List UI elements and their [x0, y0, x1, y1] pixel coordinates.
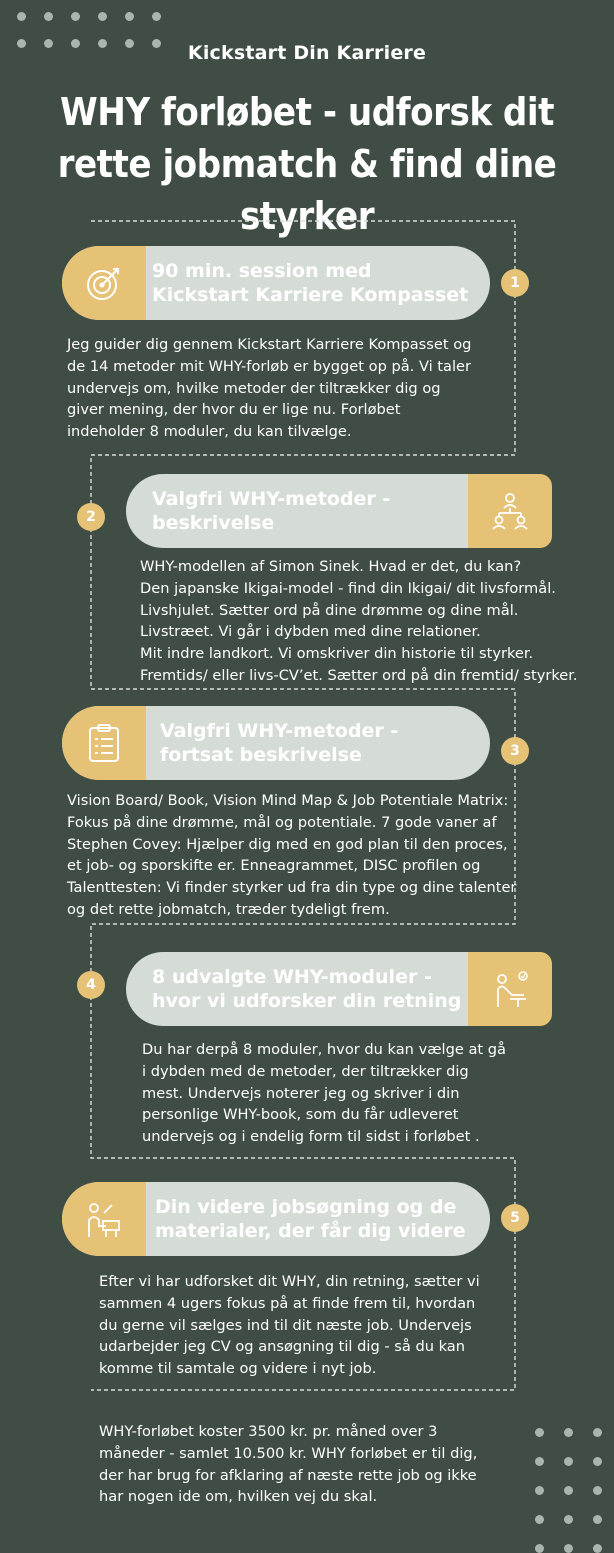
section-2-body: WHY-modellen af Simon Sinek. Hvad er det, du kan? Den japanske Ikigai-model - find din Ikigai/ dit livsformål. Livshjulet. Sætter ord på dine drømme og dine mål. Livstræet. Vi går i dybden med dine relationer. Mit indre landkort. Vi omskriver din historie til styrker. Fremtids/ eller livs-CV’et. Sætter ord på din fremtid/ styrker.: [140, 558, 578, 684]
section-2-heading: Valgfri WHY-metoder - beskrivelse: [152, 488, 391, 534]
section-2-header: [126, 474, 552, 548]
target-icon: [62, 246, 146, 320]
clipboard-icon: [62, 706, 146, 780]
section-3-heading: Valgfri WHY-metoder - fortsat beskrivelse: [160, 720, 399, 766]
section-1-header: [62, 246, 490, 320]
price-footer-text: WHY-forløbet koster 3500 kr. pr. måned over 3 måneder - samlet 10.500 kr. WHY forløbet er til dig, der har brug for afklaring af næste rette job og ikke har nogen ide om, hvilken vej du skal.: [99, 1423, 478, 1506]
section-5-body: Efter vi har udforsket dit WHY, din retning, sætter vi sammen 4 ugers fokus på at finde frem til, hvordan du gerne vil sælges ind til dit næste job. Undervejs udarbejder jeg CV og ansøgning til dig - så du kan komme til samtale og videre i nyt job.: [99, 1273, 480, 1378]
section-4-header: [126, 952, 552, 1026]
section-5-heading: Din videre jobsøgning og de materialer, der får dig videre: [155, 1196, 466, 1242]
section-1-heading: 90 min. session med Kickstart Karriere Kompasset: [152, 260, 469, 306]
section-3-header: [62, 706, 490, 780]
page-title: WHY forløbet - udforsk dit rette jobmatch & find dine styrker: [57, 90, 557, 238]
step-number-1: 1: [501, 269, 529, 297]
step-number-4: 4: [77, 971, 105, 999]
page-subtitle: Kickstart Din Karriere: [187, 42, 427, 64]
org-chart-icon: [468, 474, 552, 548]
section-4-heading: 8 udvalgte WHY-moduler - hvor vi udforsker din retning: [152, 966, 462, 1012]
step-number-5: 5: [501, 1204, 529, 1232]
section-5-header: [62, 1182, 490, 1256]
section-3-body: Vision Board/ Book, Vision Mind Map & Job Potentiale Matrix: Fokus på dine drømme, mål og potentiale. 7 gode vaner af Stephen Covey: Hjælper dig med en god plan til den proces, et job- og sporskifte er. Enneagrammet, DISC profilen og Talenttesten: Vi finder styrker ud fra din type og dine talenter og det rette jobmatch, træder tydeligt frem.: [67, 792, 517, 918]
section-1-body: Jeg guider dig gennem Kickstart Karriere Kompasset og de 14 metoder mit WHY-forløb er bygget op på. Vi taler undervejs om, hvilke metoder der tiltrækker dig og giver mening, der hvor du er lige nu. Forløbet indeholder 8 moduler, du kan tilvælge.: [67, 336, 472, 441]
person-desk-icon: [468, 952, 552, 1026]
step-number-3: 3: [501, 737, 529, 765]
section-4-body: Du har derpå 8 moduler, hvor du kan vælge at gå i dybden med de metoder, der tiltrækker dig mest. Undervejs noterer jeg og skriver i din personlige WHY-book, som du får udleveret undervejs og i endelig form til sidst i forløbet .: [142, 1041, 506, 1146]
meeting-icon: [62, 1182, 146, 1256]
step-number-2: 2: [77, 503, 105, 531]
